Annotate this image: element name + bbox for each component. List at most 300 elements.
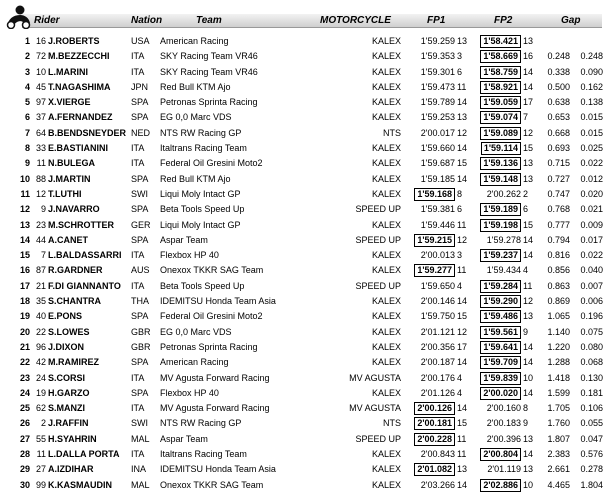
position [6,447,30,462]
fp1-time [405,110,455,125]
gap-previous [571,309,603,324]
gap-first [538,371,570,386]
rider-number-value: 23 [35,219,46,230]
gap-first [538,401,570,416]
fp2-lap-value: 13 [523,464,534,475]
fp1-time-value: 1'59.687 [420,158,455,169]
rider-number-value: 72 [35,51,46,62]
gap-first-value: 0.768 [547,204,570,215]
fp1-lap-value: 6 [457,204,463,215]
nation-value: MAL [131,479,150,490]
gap-first-value: 0.816 [547,250,570,261]
motorcycle-value: KALEX [371,296,401,307]
gap-previous [571,462,603,477]
motorcycle [307,187,401,202]
rider-name [48,110,113,125]
motorcycle-value: MV AGUSTA [349,372,401,383]
gap-previous-value: 0.106 [580,403,603,414]
rider-name [48,355,99,370]
fp1-lap-value: 3 [457,250,463,261]
fp1-time-value: 2'00.176 [420,372,455,383]
team-name-value: Onexox TKKR SAG Team [160,479,264,490]
nation-value: THA [131,296,149,307]
rider-number-value: 40 [35,311,46,322]
fp2-time [469,65,521,80]
gap-previous [571,340,603,355]
gap-first [538,80,570,95]
fp2-lap [523,386,535,401]
rider-name-value: L.DALLA PORTA [48,449,120,460]
table-row [0,325,606,340]
rider-number [34,218,46,233]
rider-number-value: 99 [35,479,46,490]
rider-number-value: 22 [35,326,46,337]
table-row [0,248,606,263]
fp1-time [405,447,455,462]
gap-previous-value: 0.130 [580,372,603,383]
rider-name [48,371,85,386]
rider-number-value: 42 [35,357,46,368]
gap-previous [571,233,603,248]
fp1-lap [457,95,467,110]
motorcycle [307,141,401,156]
fp2-lap [523,294,535,309]
nation-value: ITA [131,403,145,414]
gap-previous-value: 0.080 [580,341,603,352]
motorcycle-value: KALEX [371,250,401,261]
team-name [160,386,219,401]
nation [131,248,144,263]
position-value: 21 [19,341,30,352]
position [6,80,30,95]
rider-name [48,218,114,233]
nation-value: ITA [131,280,145,291]
rider-name-value: H.GARZO [48,387,90,398]
header-team: Team [196,15,222,26]
team-name-value: Flexbox HP 40 [160,250,219,261]
team-name-value: NTS RW Racing GP [160,127,242,138]
gap-first-value: 2.661 [547,464,570,475]
fp1-time [405,355,455,370]
gap-first [538,263,570,278]
nation-value: NED [131,127,151,138]
gap-previous-value: 0.009 [580,219,603,230]
fp1-lap-value: 3 [457,51,463,62]
fp2-time-value: 1'59.561 [480,326,521,339]
rider-name [48,263,103,278]
fp2-time [469,233,521,248]
gap-first-value: 0.338 [547,66,570,77]
rider-number [34,187,46,202]
gap-previous [571,401,603,416]
fp2-lap [523,432,535,447]
gap-previous-value: 0.047 [580,433,603,444]
gap-previous-value: 0.020 [580,188,603,199]
team-name [160,263,263,278]
rider-number-value: 62 [35,403,46,414]
gap-previous [571,279,603,294]
fp1-lap [457,309,467,324]
rider-name [48,49,110,64]
nation-value: SPA [131,204,149,215]
fp2-lap-value: 16 [523,51,534,62]
gap-previous [571,447,603,462]
gap-previous-value: 0.055 [580,418,603,429]
fp1-lap [457,386,467,401]
gap-previous-value: 0.017 [580,234,603,245]
rider-name-value: T.LUTHI [48,188,82,199]
rider-name-value: X.VIERGE [48,97,91,108]
gap-first [538,141,570,156]
fp2-time-value: 2'00.262 [486,188,521,199]
fp1-lap-value: 11 [457,265,467,276]
rider-number [34,386,46,401]
gap-previous [571,156,603,171]
team-name-value: SKY Racing Team VR46 [160,66,258,77]
gap-first [538,233,570,248]
fp1-time-value: 2'01.121 [420,326,455,337]
nation-value: SPA [131,112,149,123]
fp1-lap [457,294,467,309]
gap-first-value: 0.638 [547,97,570,108]
table-header [2,5,602,29]
gap-first-value: 0.869 [547,296,570,307]
fp1-lap-value: 11 [457,81,467,92]
position [6,141,30,156]
fp1-lap-value: 14 [457,173,468,184]
table-row [0,447,606,462]
rider-name-value: S.MANZI [48,403,85,414]
fp2-time [469,401,521,416]
fp1-time-value: 2'00.126 [414,402,455,415]
table-row [0,110,606,125]
nation-value: SWI [131,188,148,199]
nation [131,325,151,340]
fp1-lap-value: 11 [457,433,467,444]
nation [131,309,148,324]
team-name-value: Beta Tools Speed Up [160,204,245,215]
rider-name [48,386,90,401]
table-row [0,233,606,248]
rider-name [48,279,121,294]
gap-first-value: 1.760 [547,418,570,429]
rider-number [34,248,46,263]
team-name-value: SKY Racing Team VR46 [160,51,258,62]
fp2-time-value: 1'58.921 [480,81,521,94]
position [6,309,30,324]
gap-first-value: 0.727 [547,173,570,184]
fp1-lap-value: 15 [457,311,468,322]
rider-name-value: E.PONS [48,311,83,322]
nation [131,80,148,95]
fp2-time-value: 1'58.421 [480,35,521,48]
gap-previous-value: 1.804 [580,479,603,490]
rider-name [48,233,88,248]
fp1-lap-value: 8 [457,188,463,199]
position [6,355,30,370]
rider-name-value: S.CHANTRA [48,296,101,307]
team-name [160,371,270,386]
rider-name-value: M.BEZZECCHI [48,51,110,62]
fp2-lap [523,49,535,64]
fp2-time-value: 2'00.020 [480,387,521,400]
rider-number-value: 16 [35,36,46,46]
fp1-lap-value: 12 [457,127,468,138]
gap-previous-value: 0.006 [580,296,603,307]
position-value: 27 [19,433,30,444]
position-value: 7 [24,127,30,138]
fp1-time [405,462,455,477]
table-row [0,294,606,309]
rider-name-value: H.SYAHRIN [48,433,97,444]
rider-number-value: 44 [35,234,46,245]
fp2-time [469,49,521,64]
header-fp1: FP1 [427,15,446,26]
nation-value: ITA [131,250,145,261]
motorcycle [307,294,401,309]
rider-number [34,294,46,309]
rider-number [34,309,46,324]
rider-name-value: R.GARDNER [48,265,103,276]
table-row [0,156,606,171]
nation [131,432,150,447]
gap-first [538,325,570,340]
fp2-lap-value: 9 [523,326,529,337]
rider-number-value: 11 [36,449,46,460]
motorcycle-value: KALEX [371,143,401,154]
gap-previous [571,141,603,156]
rider-number-value: 10 [35,66,46,77]
fp2-lap [523,248,535,263]
fp2-time-value: 1'59.290 [480,295,521,308]
motorcycle [307,126,401,141]
rider-name-value: M.SCHROTTER [48,219,114,230]
team-name-value: NTS RW Racing GP [160,418,242,429]
table-row [0,34,606,49]
fp2-time [469,156,521,171]
team-name [160,141,247,156]
rider-number [34,233,46,248]
nation [131,447,144,462]
fp2-lap-value: 8 [523,403,529,414]
position [6,126,30,141]
fp1-time-value: 1'59.750 [420,311,455,322]
position-value: 15 [19,250,30,261]
fp1-time-value: 2'00.843 [420,449,455,460]
table-row [0,141,606,156]
gap-previous-value: 0.138 [580,97,603,108]
position [6,401,30,416]
rider-number-value: 45 [35,81,46,92]
fp1-time [405,325,455,340]
motorcycle [307,233,401,248]
fp2-time [469,416,521,431]
nation-value: ITA [131,372,145,383]
fp1-lap-value: 13 [457,464,468,475]
rider-name-value: J.ROBERTS [48,36,100,46]
motorcycle-value: KALEX [371,51,401,62]
fp2-time-value: 1'59.189 [480,203,521,216]
table-row [0,462,606,477]
table-row [0,65,606,80]
gap-previous-value: 0.012 [580,173,603,184]
team-name-value: Red Bull KTM Ajo [160,173,231,184]
team-name-value: Federal Oil Gresini Moto2 [160,158,263,169]
gap-previous-value: 0.278 [580,464,603,475]
fp2-lap [523,65,535,80]
nation [131,386,148,401]
gap-first-value: 0.248 [547,51,570,62]
gap-previous-value: 0.040 [580,265,603,276]
fp1-time-value: 2'03.266 [420,479,455,490]
rider-name-value: J.DIXON [48,341,85,352]
fp2-lap [523,110,535,125]
nation-value: ITA [131,449,145,460]
position-value: 10 [19,173,30,184]
fp1-time [405,263,455,278]
position [6,156,30,171]
motorcycle [307,172,401,187]
gap-first-value: 1.807 [547,433,570,444]
table-row [0,187,606,202]
rider-number-value: 96 [35,341,46,352]
fp2-lap [523,141,535,156]
rider-name-value: S.CORSI [48,372,86,383]
fp2-time [469,34,521,49]
gap-previous [571,95,603,110]
fp2-lap [523,325,535,340]
fp2-time [469,218,521,233]
gap-first-value: 0.715 [547,158,570,169]
fp1-time-value: 1'59.660 [420,143,455,154]
fp1-lap-value: 14 [457,143,468,154]
fp2-time-value: 1'59.148 [480,173,521,186]
position [6,462,30,477]
fp2-lap-value: 14 [523,81,534,92]
fp1-lap-value: 11 [457,219,467,230]
fp1-time-value: 1'59.789 [420,97,455,108]
rider-number-value: 7 [40,250,46,261]
fp2-time [469,172,521,187]
gap-first-value: 1.288 [547,357,570,368]
gap-previous-value: 0.022 [580,250,603,261]
table-row [0,126,606,141]
motorcycle [307,355,401,370]
fp1-lap [457,279,467,294]
team-name-value: MV Agusta Forward Racing [160,372,270,383]
fp2-time [469,432,521,447]
gap-first-value: 0.777 [547,219,570,230]
team-name-value: Italtrans Racing Team [160,143,247,154]
motorcycle [307,34,401,49]
fp1-time [405,80,455,95]
fp2-time [469,279,521,294]
fp1-time [405,202,455,217]
rider-name-value: S.LOWES [48,326,90,337]
rider-name [48,34,100,49]
fp1-lap [457,172,467,187]
fp1-time-value: 2'00.187 [420,357,455,368]
fp2-lap [523,156,535,171]
nation [131,110,148,125]
gap-previous-value: 0.068 [580,357,603,368]
fp2-time [469,110,521,125]
rider-name-value: L.MARINI [48,66,88,77]
fp2-lap-value: 14 [523,234,534,245]
fp2-lap-value: 14 [523,66,534,77]
fp2-lap [523,218,535,233]
nation-value: JPN [131,81,149,92]
fp1-time-value: 1'59.215 [414,234,455,247]
fp2-lap-value: 13 [523,36,534,46]
fp1-lap-value: 15 [457,158,468,169]
table-row [0,371,606,386]
fp1-lap-value: 17 [457,341,468,352]
motorcycle-value: KALEX [371,36,401,46]
motorcycle-value: KALEX [371,357,401,368]
position-value: 5 [24,97,30,108]
fp1-time-value: 1'59.185 [420,173,455,184]
position-value: 9 [24,158,30,169]
fp1-time [405,432,455,447]
nation-value: SPA [131,97,149,108]
position-value: 1 [24,36,30,46]
team-name [160,126,241,141]
team-name [160,309,263,324]
gap-previous [571,416,603,431]
fp1-lap [457,141,467,156]
fp1-time [405,386,455,401]
gap-first [538,156,570,171]
gap-previous [571,386,603,401]
position-value: 16 [19,265,30,276]
team-name-value: Liqui Moly Intact GP [160,188,241,199]
rider-name [48,325,90,340]
fp1-time [405,340,455,355]
nation-value: SWI [131,418,148,429]
fp1-time-value: 1'59.381 [420,204,455,215]
rider-number [34,34,46,49]
motorcycle [307,65,401,80]
fp1-lap-value: 4 [457,372,463,383]
fp2-lap [523,202,535,217]
motorcycle-value: MV AGUSTA [349,403,401,414]
fp1-time-value: 2'00.146 [420,296,455,307]
team-name [160,401,270,416]
fp1-lap-value: 15 [457,418,468,429]
team-name-value: Petronas Sprinta Racing [160,341,258,352]
motorcycle [307,371,401,386]
position-value: 30 [19,479,30,490]
team-name-value: Federal Oil Gresini Moto2 [160,311,263,322]
position-value: 19 [19,311,30,322]
team-name [160,416,241,431]
gap-first [538,218,570,233]
fp1-time-value: 1'59.301 [420,66,455,77]
fp1-time [405,187,455,202]
nation [131,202,148,217]
fp1-time [405,34,455,49]
gap-first-value: 1.705 [547,403,570,414]
rider-name [48,309,82,324]
motorcycle-value: KALEX [371,341,401,352]
motorcycle [307,416,401,431]
team-name-value: EG 0,0 Marc VDS [160,326,232,337]
fp2-time-value: 1'59.434 [486,265,521,276]
nation [131,340,151,355]
fp1-time [405,294,455,309]
rider-name-value: T.NAGASHIMA [48,81,111,92]
